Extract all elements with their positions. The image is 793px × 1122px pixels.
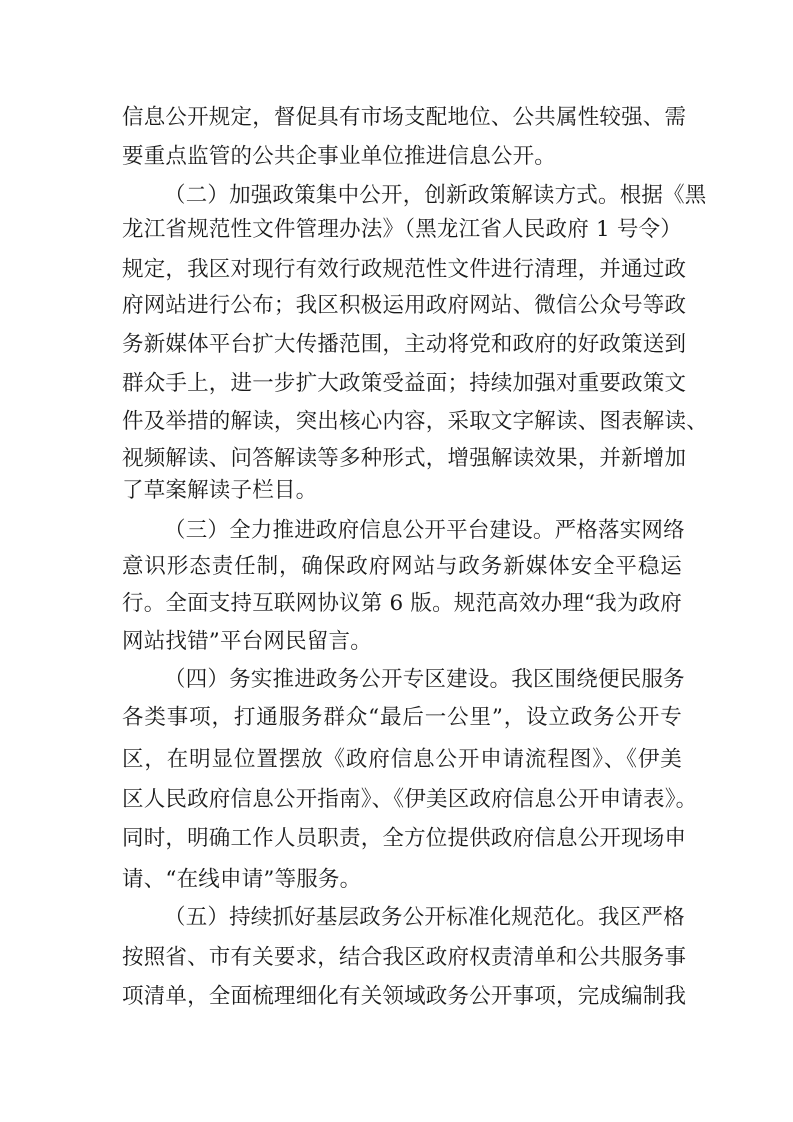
text-line: 按照省、市有关要求，结合我区政府权责清单和公共服务事 xyxy=(122,945,687,970)
text-line: 各类事项，打通服务群众“最后一公里”，设立政务公开专 xyxy=(122,705,682,730)
text-line: 行。全面支持互联网协议第 6 版。规范高效办理“我为政府 xyxy=(122,591,682,616)
text-line: 信息公开规定，督促具有市场支配地位、公共属性较强、需 xyxy=(122,105,687,130)
text-line: 项清单，全面梳理细化有关领域政务公开事项，完成编制我 xyxy=(122,984,687,1009)
text-line: 区，在明显位置摆放《政府信息公开申请流程图》、《伊美 xyxy=(122,747,682,772)
text-line: 请、“在线申请”等服务。 xyxy=(122,867,362,892)
text-line: 了草案解读子栏目。 xyxy=(122,478,318,503)
text-line: 府网站进行公布；我区积极运用政府网站、微信公众号等政 xyxy=(122,293,687,318)
text-line: 龙江省规范性文件管理办法》（黑龙江省人民政府 1 号令） xyxy=(122,217,682,242)
text-line: 规定，我区对现行有效行政规范性文件进行清理，并通过政 xyxy=(122,257,687,282)
text-line: （四）务实推进政务公开专区建设。我区围绕便民服务 xyxy=(164,667,685,692)
text-line: 视频解读、问答解读等多种形式，增强解读效果，并新增加 xyxy=(122,446,687,471)
text-line: 同时，明确工作人员职责，全方位提供政府信息公开现场申 xyxy=(122,826,687,851)
text-line: 区人民政府信息公开指南》、《伊美区政府信息公开申请表》。 xyxy=(122,787,698,812)
text-line: （三）全力推进政府信息公开平台建设。严格落实网络 xyxy=(164,518,685,543)
text-line: （二）加强政策集中公开，创新政策解读方式。根据《黑 xyxy=(164,183,707,208)
text-line: 群众手上，进一步扩大政策受益面；持续加强对重要政策文 xyxy=(122,371,687,396)
text-line: 意识形态责任制，确保政府网站与政务新媒体安全平稳运 xyxy=(122,554,682,579)
text-line: 务新媒体平台扩大传播范围，主动将党和政府的好政策送到 xyxy=(122,332,687,357)
text-line: （五）持续抓好基层政务公开标准化规范化。我区严格 xyxy=(164,905,685,930)
text-line: 要重点监管的公共企事业单位推进信息公开。 xyxy=(122,144,557,169)
text-line: 网站找错”平台网民留言。 xyxy=(122,629,372,654)
text-line: 件及举措的解读，突出核心内容，采取文字解读、图表解读、 xyxy=(122,409,708,434)
